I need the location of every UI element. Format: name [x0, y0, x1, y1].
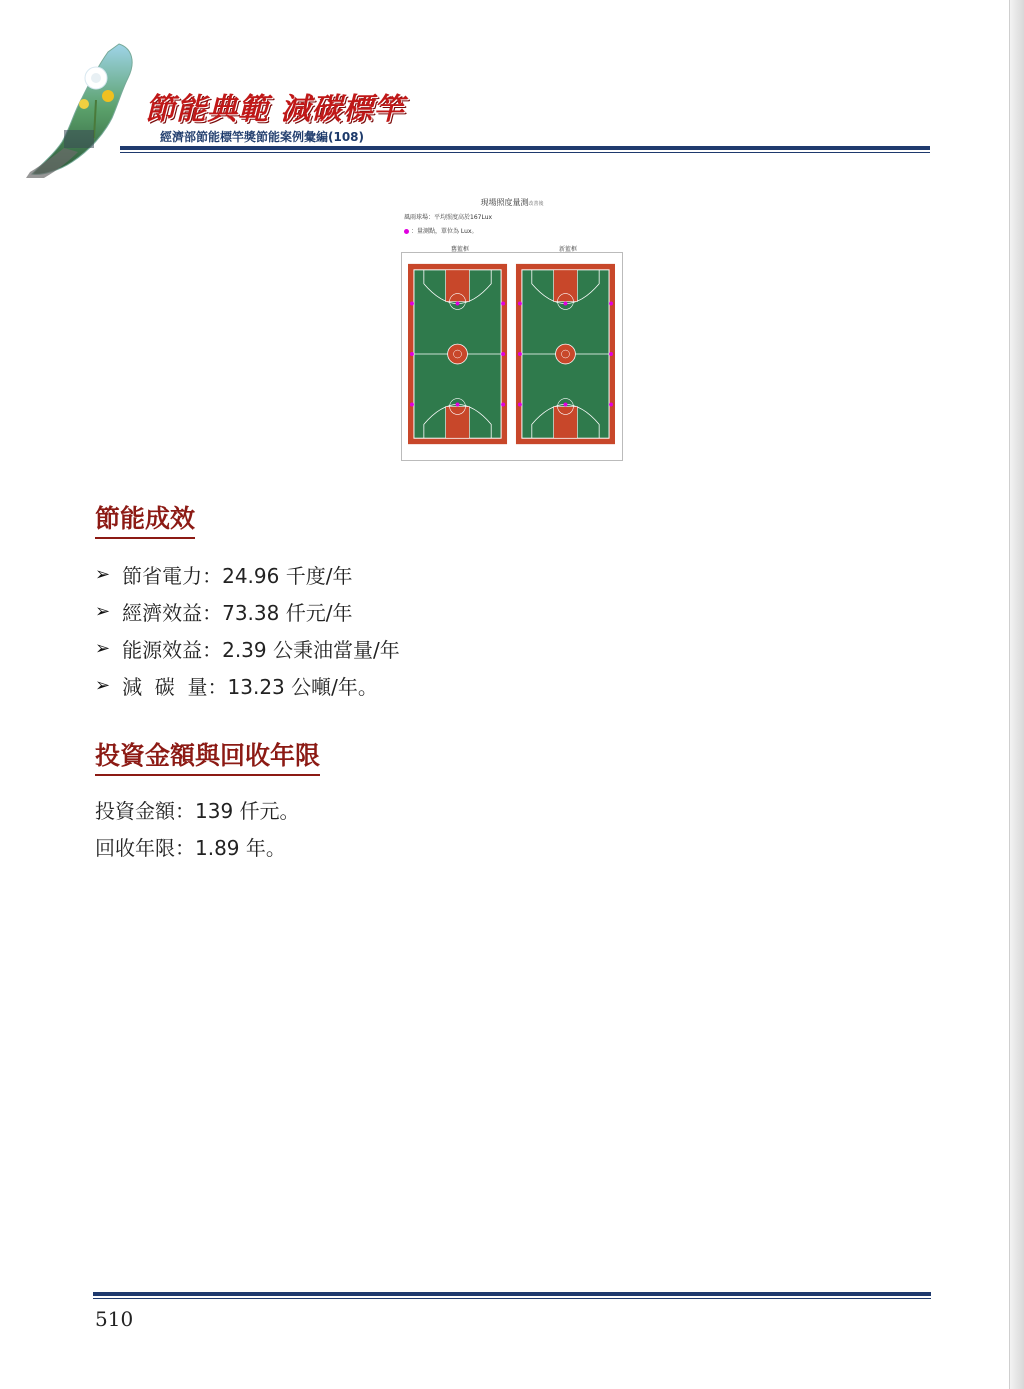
court-right — [516, 264, 615, 444]
illuminance-figure — [401, 187, 623, 461]
page-number: 510 — [95, 1307, 134, 1331]
arrow-bullet-icon: ➢ — [95, 638, 111, 659]
court-left — [408, 264, 507, 444]
footer-rule — [93, 1292, 931, 1300]
list-item: ➢ 經濟效益：73.38 仟元/年 — [95, 601, 353, 625]
header-rule — [120, 146, 930, 153]
investment-amount: 投資金額：139 仟元。 — [95, 799, 300, 823]
court-left-label: 舊籃框 — [451, 246, 470, 253]
section-heading-energy-savings: 節能成效 — [95, 499, 195, 539]
basketball-courts-diagram — [401, 252, 623, 461]
page-edge — [1009, 0, 1024, 1389]
list-item: ➢ 能源效益：2.39 公秉油當量/年 — [95, 638, 400, 662]
taiwan-logo-icon — [24, 38, 154, 178]
arrow-bullet-icon: ➢ — [95, 601, 111, 622]
arrow-bullet-icon: ➢ — [95, 675, 111, 696]
payback-period: 回收年限：1.89 年。 — [95, 836, 286, 860]
court-right-label: 新籃框 — [559, 246, 578, 253]
section-heading-investment: 投資金額與回收年限 — [95, 736, 320, 776]
figure-caption-2: ：量測點，單位為 Lux。 — [404, 226, 478, 235]
figure-title: 現場照度量測改善後 — [480, 198, 544, 207]
header-subtitle: 經濟部節能標竿獎節能案例彙編(108) — [160, 130, 365, 144]
list-item: ➢ 減 碳 量：13.23 公噸/年。 — [95, 675, 378, 699]
list-item: ➢ 節省電力：24.96 千度/年 — [95, 564, 353, 588]
figure-caption-1: 風雨球場：平均照度高於167Lux — [404, 214, 493, 221]
marker-dot-icon — [404, 229, 409, 234]
energy-savings-list — [95, 556, 400, 704]
arrow-bullet-icon: ➢ — [95, 564, 111, 585]
header-title: 節能典範 減碳標竿 — [145, 92, 405, 127]
